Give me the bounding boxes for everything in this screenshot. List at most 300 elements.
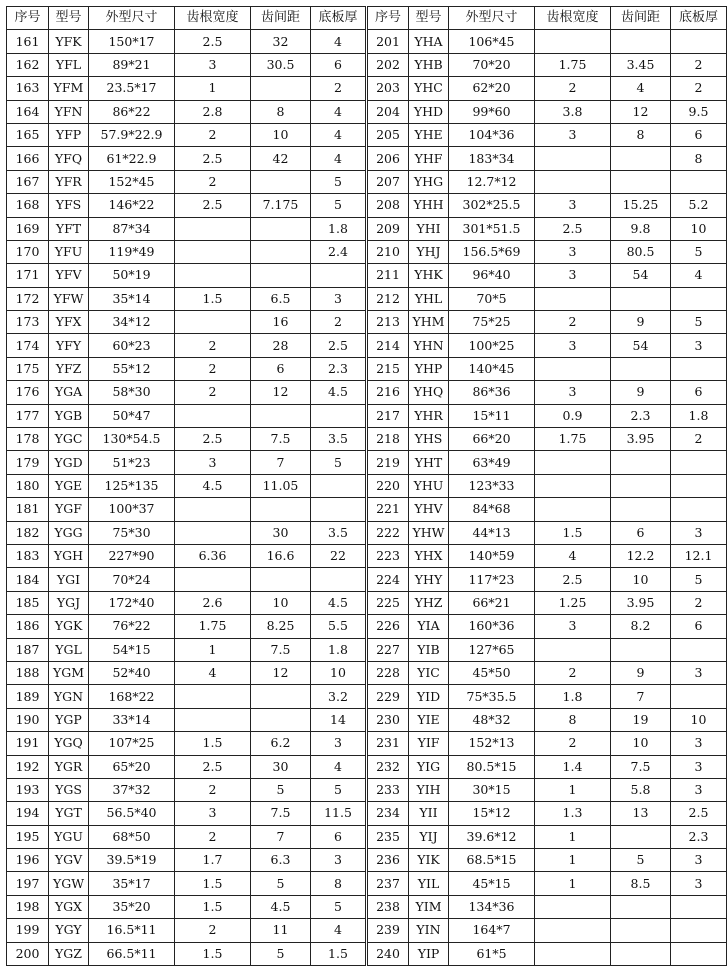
cell-dimensions: 63*49 xyxy=(449,451,535,474)
cell-index: 189 xyxy=(7,685,49,708)
cell-index: 194 xyxy=(7,802,49,825)
cell-model: YGK xyxy=(49,615,89,638)
cell-model: YIL xyxy=(409,872,449,895)
cell-base-thickness: 3 xyxy=(671,334,727,357)
cell-dimensions: 150*17 xyxy=(89,30,175,53)
cell-model: YHK xyxy=(409,264,449,287)
cell-base-thickness: 1.8 xyxy=(311,638,367,661)
cell-dimensions: 48*32 xyxy=(449,708,535,731)
cell-tooth-pitch xyxy=(611,498,671,521)
cell-index: 234 xyxy=(367,802,409,825)
cell-tooth-pitch: 5.8 xyxy=(611,778,671,801)
cell-base-thickness: 8 xyxy=(671,147,727,170)
cell-base-thickness: 10 xyxy=(311,661,367,684)
cell-tooth-pitch xyxy=(251,568,311,591)
cell-index: 161 xyxy=(7,30,49,53)
cell-index: 208 xyxy=(367,194,409,217)
cell-tooth-pitch: 8.2 xyxy=(611,615,671,638)
cell-tooth-pitch: 2.3 xyxy=(611,404,671,427)
cell-base-thickness: 4 xyxy=(671,264,727,287)
cell-root-width xyxy=(535,287,611,310)
cell-model: YGY xyxy=(49,919,89,942)
cell-base-thickness xyxy=(671,638,727,661)
cell-root-width: 2 xyxy=(535,311,611,334)
cell-index: 182 xyxy=(7,521,49,544)
cell-model: YHH xyxy=(409,194,449,217)
cell-tooth-pitch: 16.6 xyxy=(251,544,311,567)
cell-root-width: 8 xyxy=(535,708,611,731)
cell-root-width: 1 xyxy=(175,77,251,100)
cell-model: YFX xyxy=(49,311,89,334)
cell-index: 239 xyxy=(367,919,409,942)
header-base-thickness-left: 底板厚 xyxy=(311,7,367,30)
cell-index: 178 xyxy=(7,428,49,451)
cell-dimensions: 140*59 xyxy=(449,544,535,567)
cell-model: YIM xyxy=(409,895,449,918)
cell-dimensions: 164*7 xyxy=(449,919,535,942)
cell-index: 227 xyxy=(367,638,409,661)
table-row xyxy=(7,404,727,427)
cell-model: YFU xyxy=(49,240,89,263)
cell-base-thickness: 10 xyxy=(671,708,727,731)
cell-tooth-pitch: 42 xyxy=(251,147,311,170)
cell-tooth-pitch: 15.25 xyxy=(611,194,671,217)
cell-dimensions: 35*20 xyxy=(89,895,175,918)
cell-index: 207 xyxy=(367,170,409,193)
cell-dimensions: 302*25.5 xyxy=(449,194,535,217)
cell-model: YGJ xyxy=(49,591,89,614)
cell-dimensions: 15*12 xyxy=(449,802,535,825)
cell-root-width: 1 xyxy=(175,638,251,661)
cell-model: YFZ xyxy=(49,357,89,380)
cell-root-width xyxy=(175,685,251,708)
table-row xyxy=(7,661,727,684)
cell-root-width: 3 xyxy=(535,240,611,263)
cell-model: YGS xyxy=(49,778,89,801)
cell-dimensions: 75*35.5 xyxy=(449,685,535,708)
cell-base-thickness: 4 xyxy=(311,147,367,170)
cell-base-thickness: 3 xyxy=(671,778,727,801)
cell-index: 192 xyxy=(7,755,49,778)
cell-index: 170 xyxy=(7,240,49,263)
cell-dimensions: 23.5*17 xyxy=(89,77,175,100)
cell-model: YGA xyxy=(49,381,89,404)
cell-model: YIF xyxy=(409,732,449,755)
cell-dimensions: 54*15 xyxy=(89,638,175,661)
cell-tooth-pitch: 12 xyxy=(251,661,311,684)
cell-tooth-pitch: 7.5 xyxy=(251,638,311,661)
cell-model: YIK xyxy=(409,849,449,872)
cell-root-width: 1.5 xyxy=(175,287,251,310)
cell-model: YHJ xyxy=(409,240,449,263)
cell-index: 233 xyxy=(367,778,409,801)
cell-model: YFR xyxy=(49,170,89,193)
cell-root-width: 3 xyxy=(175,53,251,76)
cell-index: 190 xyxy=(7,708,49,731)
cell-base-thickness: 22 xyxy=(311,544,367,567)
table-row xyxy=(7,30,727,53)
cell-model: YIJ xyxy=(409,825,449,848)
cell-base-thickness: 5.2 xyxy=(671,194,727,217)
cell-dimensions: 96*40 xyxy=(449,264,535,287)
cell-base-thickness: 2.3 xyxy=(671,825,727,848)
cell-tooth-pitch xyxy=(611,357,671,380)
cell-tooth-pitch: 4 xyxy=(611,77,671,100)
cell-model: YHS xyxy=(409,428,449,451)
cell-model: YGV xyxy=(49,849,89,872)
cell-base-thickness: 4.5 xyxy=(311,381,367,404)
cell-base-thickness: 3.2 xyxy=(311,685,367,708)
cell-model: YIN xyxy=(409,919,449,942)
cell-index: 213 xyxy=(367,311,409,334)
header-tooth-pitch-right: 齿间距 xyxy=(611,7,671,30)
cell-tooth-pitch: 5 xyxy=(251,872,311,895)
cell-tooth-pitch: 28 xyxy=(251,334,311,357)
cell-tooth-pitch: 30 xyxy=(251,521,311,544)
cell-base-thickness: 2 xyxy=(311,311,367,334)
cell-root-width: 3 xyxy=(535,615,611,638)
table-row xyxy=(7,544,727,567)
cell-tooth-pitch xyxy=(611,451,671,474)
cell-dimensions: 146*22 xyxy=(89,194,175,217)
cell-base-thickness: 5 xyxy=(311,895,367,918)
cell-index: 169 xyxy=(7,217,49,240)
cell-dimensions: 117*23 xyxy=(449,568,535,591)
cell-model: YGR xyxy=(49,755,89,778)
cell-root-width: 2 xyxy=(535,732,611,755)
cell-root-width: 3 xyxy=(535,334,611,357)
cell-model: YHM xyxy=(409,311,449,334)
cell-model: YIE xyxy=(409,708,449,731)
cell-root-width: 1.4 xyxy=(535,755,611,778)
cell-root-width: 1.75 xyxy=(535,53,611,76)
cell-tooth-pitch: 7 xyxy=(611,685,671,708)
cell-dimensions: 75*25 xyxy=(449,311,535,334)
cell-model: YGP xyxy=(49,708,89,731)
cell-base-thickness: 3.5 xyxy=(311,521,367,544)
cell-tooth-pitch xyxy=(251,77,311,100)
cell-base-thickness xyxy=(671,685,727,708)
cell-root-width xyxy=(175,708,251,731)
cell-tooth-pitch: 16 xyxy=(251,311,311,334)
cell-root-width: 2.8 xyxy=(175,100,251,123)
table-row xyxy=(7,732,727,755)
cell-dimensions: 12.7*12 xyxy=(449,170,535,193)
cell-model: YFM xyxy=(49,77,89,100)
cell-dimensions: 39.5*19 xyxy=(89,849,175,872)
cell-root-width: 2.5 xyxy=(175,428,251,451)
header-root-width-right: 齿根宽度 xyxy=(535,7,611,30)
cell-model: YHL xyxy=(409,287,449,310)
cell-dimensions: 50*47 xyxy=(89,404,175,427)
cell-index: 184 xyxy=(7,568,49,591)
cell-base-thickness: 1.5 xyxy=(311,942,367,965)
cell-root-width: 1.5 xyxy=(175,942,251,965)
cell-base-thickness: 1.8 xyxy=(311,217,367,240)
cell-tooth-pitch xyxy=(251,170,311,193)
cell-root-width xyxy=(175,217,251,240)
cell-model: YII xyxy=(409,802,449,825)
cell-model: YIA xyxy=(409,615,449,638)
cell-dimensions: 61*5 xyxy=(449,942,535,965)
cell-dimensions: 45*50 xyxy=(449,661,535,684)
cell-model: YIP xyxy=(409,942,449,965)
cell-dimensions: 34*12 xyxy=(89,311,175,334)
cell-index: 230 xyxy=(367,708,409,731)
cell-tooth-pitch: 6.2 xyxy=(251,732,311,755)
cell-tooth-pitch: 11.05 xyxy=(251,474,311,497)
cell-model: YHN xyxy=(409,334,449,357)
cell-index: 191 xyxy=(7,732,49,755)
cell-base-thickness: 2 xyxy=(671,77,727,100)
cell-model: YGU xyxy=(49,825,89,848)
cell-index: 211 xyxy=(367,264,409,287)
cell-base-thickness: 2 xyxy=(311,77,367,100)
cell-dimensions: 70*24 xyxy=(89,568,175,591)
cell-dimensions: 104*36 xyxy=(449,123,535,146)
cell-dimensions: 301*51.5 xyxy=(449,217,535,240)
cell-index: 197 xyxy=(7,872,49,895)
cell-model: YGZ xyxy=(49,942,89,965)
cell-model: YHC xyxy=(409,77,449,100)
cell-dimensions: 61*22.9 xyxy=(89,147,175,170)
cell-dimensions: 39.6*12 xyxy=(449,825,535,848)
cell-tooth-pitch: 8 xyxy=(611,123,671,146)
cell-root-width: 2.5 xyxy=(175,30,251,53)
cell-root-width: 1 xyxy=(535,849,611,872)
cell-root-width: 2 xyxy=(535,661,611,684)
cell-root-width xyxy=(535,451,611,474)
header-base-thickness-right: 底板厚 xyxy=(671,7,727,30)
cell-root-width xyxy=(175,404,251,427)
cell-index: 222 xyxy=(367,521,409,544)
cell-index: 235 xyxy=(367,825,409,848)
cell-tooth-pitch xyxy=(611,638,671,661)
cell-index: 186 xyxy=(7,615,49,638)
table-row xyxy=(7,357,727,380)
cell-dimensions: 106*45 xyxy=(449,30,535,53)
cell-base-thickness: 5 xyxy=(671,240,727,263)
table-row xyxy=(7,451,727,474)
cell-index: 220 xyxy=(367,474,409,497)
cell-model: YFP xyxy=(49,123,89,146)
cell-root-width: 4 xyxy=(535,544,611,567)
cell-dimensions: 44*13 xyxy=(449,521,535,544)
cell-index: 187 xyxy=(7,638,49,661)
cell-index: 231 xyxy=(367,732,409,755)
cell-root-width: 1.75 xyxy=(535,428,611,451)
cell-base-thickness: 6 xyxy=(311,53,367,76)
cell-dimensions: 30*15 xyxy=(449,778,535,801)
cell-index: 174 xyxy=(7,334,49,357)
cell-dimensions: 35*14 xyxy=(89,287,175,310)
cell-root-width: 2 xyxy=(175,170,251,193)
cell-index: 181 xyxy=(7,498,49,521)
cell-tooth-pitch xyxy=(251,240,311,263)
cell-tooth-pitch xyxy=(611,919,671,942)
cell-tooth-pitch: 10 xyxy=(611,568,671,591)
cell-base-thickness: 2.5 xyxy=(311,334,367,357)
cell-base-thickness: 4 xyxy=(311,30,367,53)
cell-index: 173 xyxy=(7,311,49,334)
cell-model: YHE xyxy=(409,123,449,146)
cell-dimensions: 70*5 xyxy=(449,287,535,310)
cell-model: YIC xyxy=(409,661,449,684)
cell-root-width: 2 xyxy=(535,77,611,100)
cell-tooth-pitch xyxy=(611,30,671,53)
cell-tooth-pitch xyxy=(251,404,311,427)
cell-index: 206 xyxy=(367,147,409,170)
cell-tooth-pitch xyxy=(251,264,311,287)
cell-base-thickness: 6 xyxy=(671,381,727,404)
table-row xyxy=(7,147,727,170)
cell-tooth-pitch: 6 xyxy=(251,357,311,380)
cell-tooth-pitch: 6.3 xyxy=(251,849,311,872)
cell-base-thickness: 5 xyxy=(311,778,367,801)
cell-index: 171 xyxy=(7,264,49,287)
cell-dimensions: 100*37 xyxy=(89,498,175,521)
cell-model: YIH xyxy=(409,778,449,801)
cell-model: YGQ xyxy=(49,732,89,755)
cell-index: 179 xyxy=(7,451,49,474)
table-row xyxy=(7,755,727,778)
cell-base-thickness xyxy=(311,474,367,497)
cell-tooth-pitch: 5 xyxy=(251,778,311,801)
cell-dimensions: 16.5*11 xyxy=(89,919,175,942)
cell-tooth-pitch: 80.5 xyxy=(611,240,671,263)
cell-base-thickness xyxy=(671,474,727,497)
cell-root-width: 2 xyxy=(175,825,251,848)
table-row xyxy=(7,311,727,334)
cell-root-width: 2.5 xyxy=(175,147,251,170)
cell-dimensions: 134*36 xyxy=(449,895,535,918)
cell-tooth-pitch: 6.5 xyxy=(251,287,311,310)
cell-index: 202 xyxy=(367,53,409,76)
cell-root-width: 3 xyxy=(535,194,611,217)
cell-model: YGD xyxy=(49,451,89,474)
cell-tooth-pitch: 9 xyxy=(611,661,671,684)
cell-base-thickness: 4.5 xyxy=(311,591,367,614)
header-root-width-left: 齿根宽度 xyxy=(175,7,251,30)
cell-index: 180 xyxy=(7,474,49,497)
cell-dimensions: 68*50 xyxy=(89,825,175,848)
cell-root-width: 2 xyxy=(175,381,251,404)
cell-tooth-pitch: 9 xyxy=(611,311,671,334)
cell-tooth-pitch: 8 xyxy=(251,100,311,123)
cell-base-thickness: 4 xyxy=(311,100,367,123)
cell-base-thickness: 3 xyxy=(671,521,727,544)
cell-base-thickness: 2.5 xyxy=(671,802,727,825)
cell-model: YHP xyxy=(409,357,449,380)
cell-root-width: 3 xyxy=(175,451,251,474)
cell-dimensions: 172*40 xyxy=(89,591,175,614)
cell-dimensions: 68.5*15 xyxy=(449,849,535,872)
cell-base-thickness: 2 xyxy=(671,53,727,76)
cell-root-width: 1.5 xyxy=(175,895,251,918)
cell-root-width: 0.9 xyxy=(535,404,611,427)
cell-model: YHZ xyxy=(409,591,449,614)
cell-tooth-pitch: 3.95 xyxy=(611,428,671,451)
cell-base-thickness: 3.5 xyxy=(311,428,367,451)
cell-model: YGG xyxy=(49,521,89,544)
cell-base-thickness xyxy=(671,30,727,53)
cell-index: 216 xyxy=(367,381,409,404)
cell-model: YHD xyxy=(409,100,449,123)
cell-root-width xyxy=(535,638,611,661)
cell-model: YHB xyxy=(409,53,449,76)
cell-base-thickness: 4 xyxy=(311,123,367,146)
cell-root-width: 1 xyxy=(535,825,611,848)
cell-dimensions: 127*65 xyxy=(449,638,535,661)
cell-tooth-pitch: 10 xyxy=(611,732,671,755)
table-row xyxy=(7,287,727,310)
cell-root-width: 1.3 xyxy=(535,802,611,825)
cell-dimensions: 123*33 xyxy=(449,474,535,497)
table-row xyxy=(7,568,727,591)
cell-tooth-pitch: 10 xyxy=(251,123,311,146)
cell-base-thickness: 8 xyxy=(311,872,367,895)
cell-model: YGB xyxy=(49,404,89,427)
header-dimensions-right: 外型尺寸 xyxy=(449,7,535,30)
cell-tooth-pitch: 7 xyxy=(251,825,311,848)
cell-root-width: 4.5 xyxy=(175,474,251,497)
cell-root-width: 1.25 xyxy=(535,591,611,614)
cell-dimensions: 84*68 xyxy=(449,498,535,521)
cell-dimensions: 50*19 xyxy=(89,264,175,287)
cell-dimensions: 152*13 xyxy=(449,732,535,755)
cell-tooth-pitch: 30.5 xyxy=(251,53,311,76)
cell-tooth-pitch: 9 xyxy=(611,381,671,404)
cell-base-thickness xyxy=(671,919,727,942)
cell-root-width: 1.7 xyxy=(175,849,251,872)
cell-tooth-pitch xyxy=(611,170,671,193)
cell-model: YGW xyxy=(49,872,89,895)
table-row xyxy=(7,194,727,217)
cell-tooth-pitch: 11 xyxy=(251,919,311,942)
table-row xyxy=(7,638,727,661)
cell-model: YGX xyxy=(49,895,89,918)
cell-tooth-pitch: 30 xyxy=(251,755,311,778)
cell-dimensions: 66*21 xyxy=(449,591,535,614)
cell-dimensions: 125*135 xyxy=(89,474,175,497)
cell-base-thickness: 4 xyxy=(311,755,367,778)
cell-index: 236 xyxy=(367,849,409,872)
cell-model: YHV xyxy=(409,498,449,521)
cell-model: YFV xyxy=(49,264,89,287)
table-row xyxy=(7,825,727,848)
cell-model: YGH xyxy=(49,544,89,567)
cell-dimensions: 33*14 xyxy=(89,708,175,731)
cell-model: YFK xyxy=(49,30,89,53)
cell-index: 205 xyxy=(367,123,409,146)
cell-index: 203 xyxy=(367,77,409,100)
cell-index: 201 xyxy=(367,30,409,53)
cell-root-width: 1.5 xyxy=(175,732,251,755)
table-row xyxy=(7,123,727,146)
cell-dimensions: 99*60 xyxy=(449,100,535,123)
cell-root-width: 6.36 xyxy=(175,544,251,567)
cell-base-thickness xyxy=(311,404,367,427)
cell-root-width: 2.5 xyxy=(535,568,611,591)
cell-root-width: 1.75 xyxy=(175,615,251,638)
cell-base-thickness: 2 xyxy=(671,428,727,451)
cell-index: 226 xyxy=(367,615,409,638)
cell-root-width: 3 xyxy=(535,381,611,404)
cell-index: 238 xyxy=(367,895,409,918)
cell-base-thickness: 6 xyxy=(671,615,727,638)
cell-index: 218 xyxy=(367,428,409,451)
cell-dimensions: 119*49 xyxy=(89,240,175,263)
